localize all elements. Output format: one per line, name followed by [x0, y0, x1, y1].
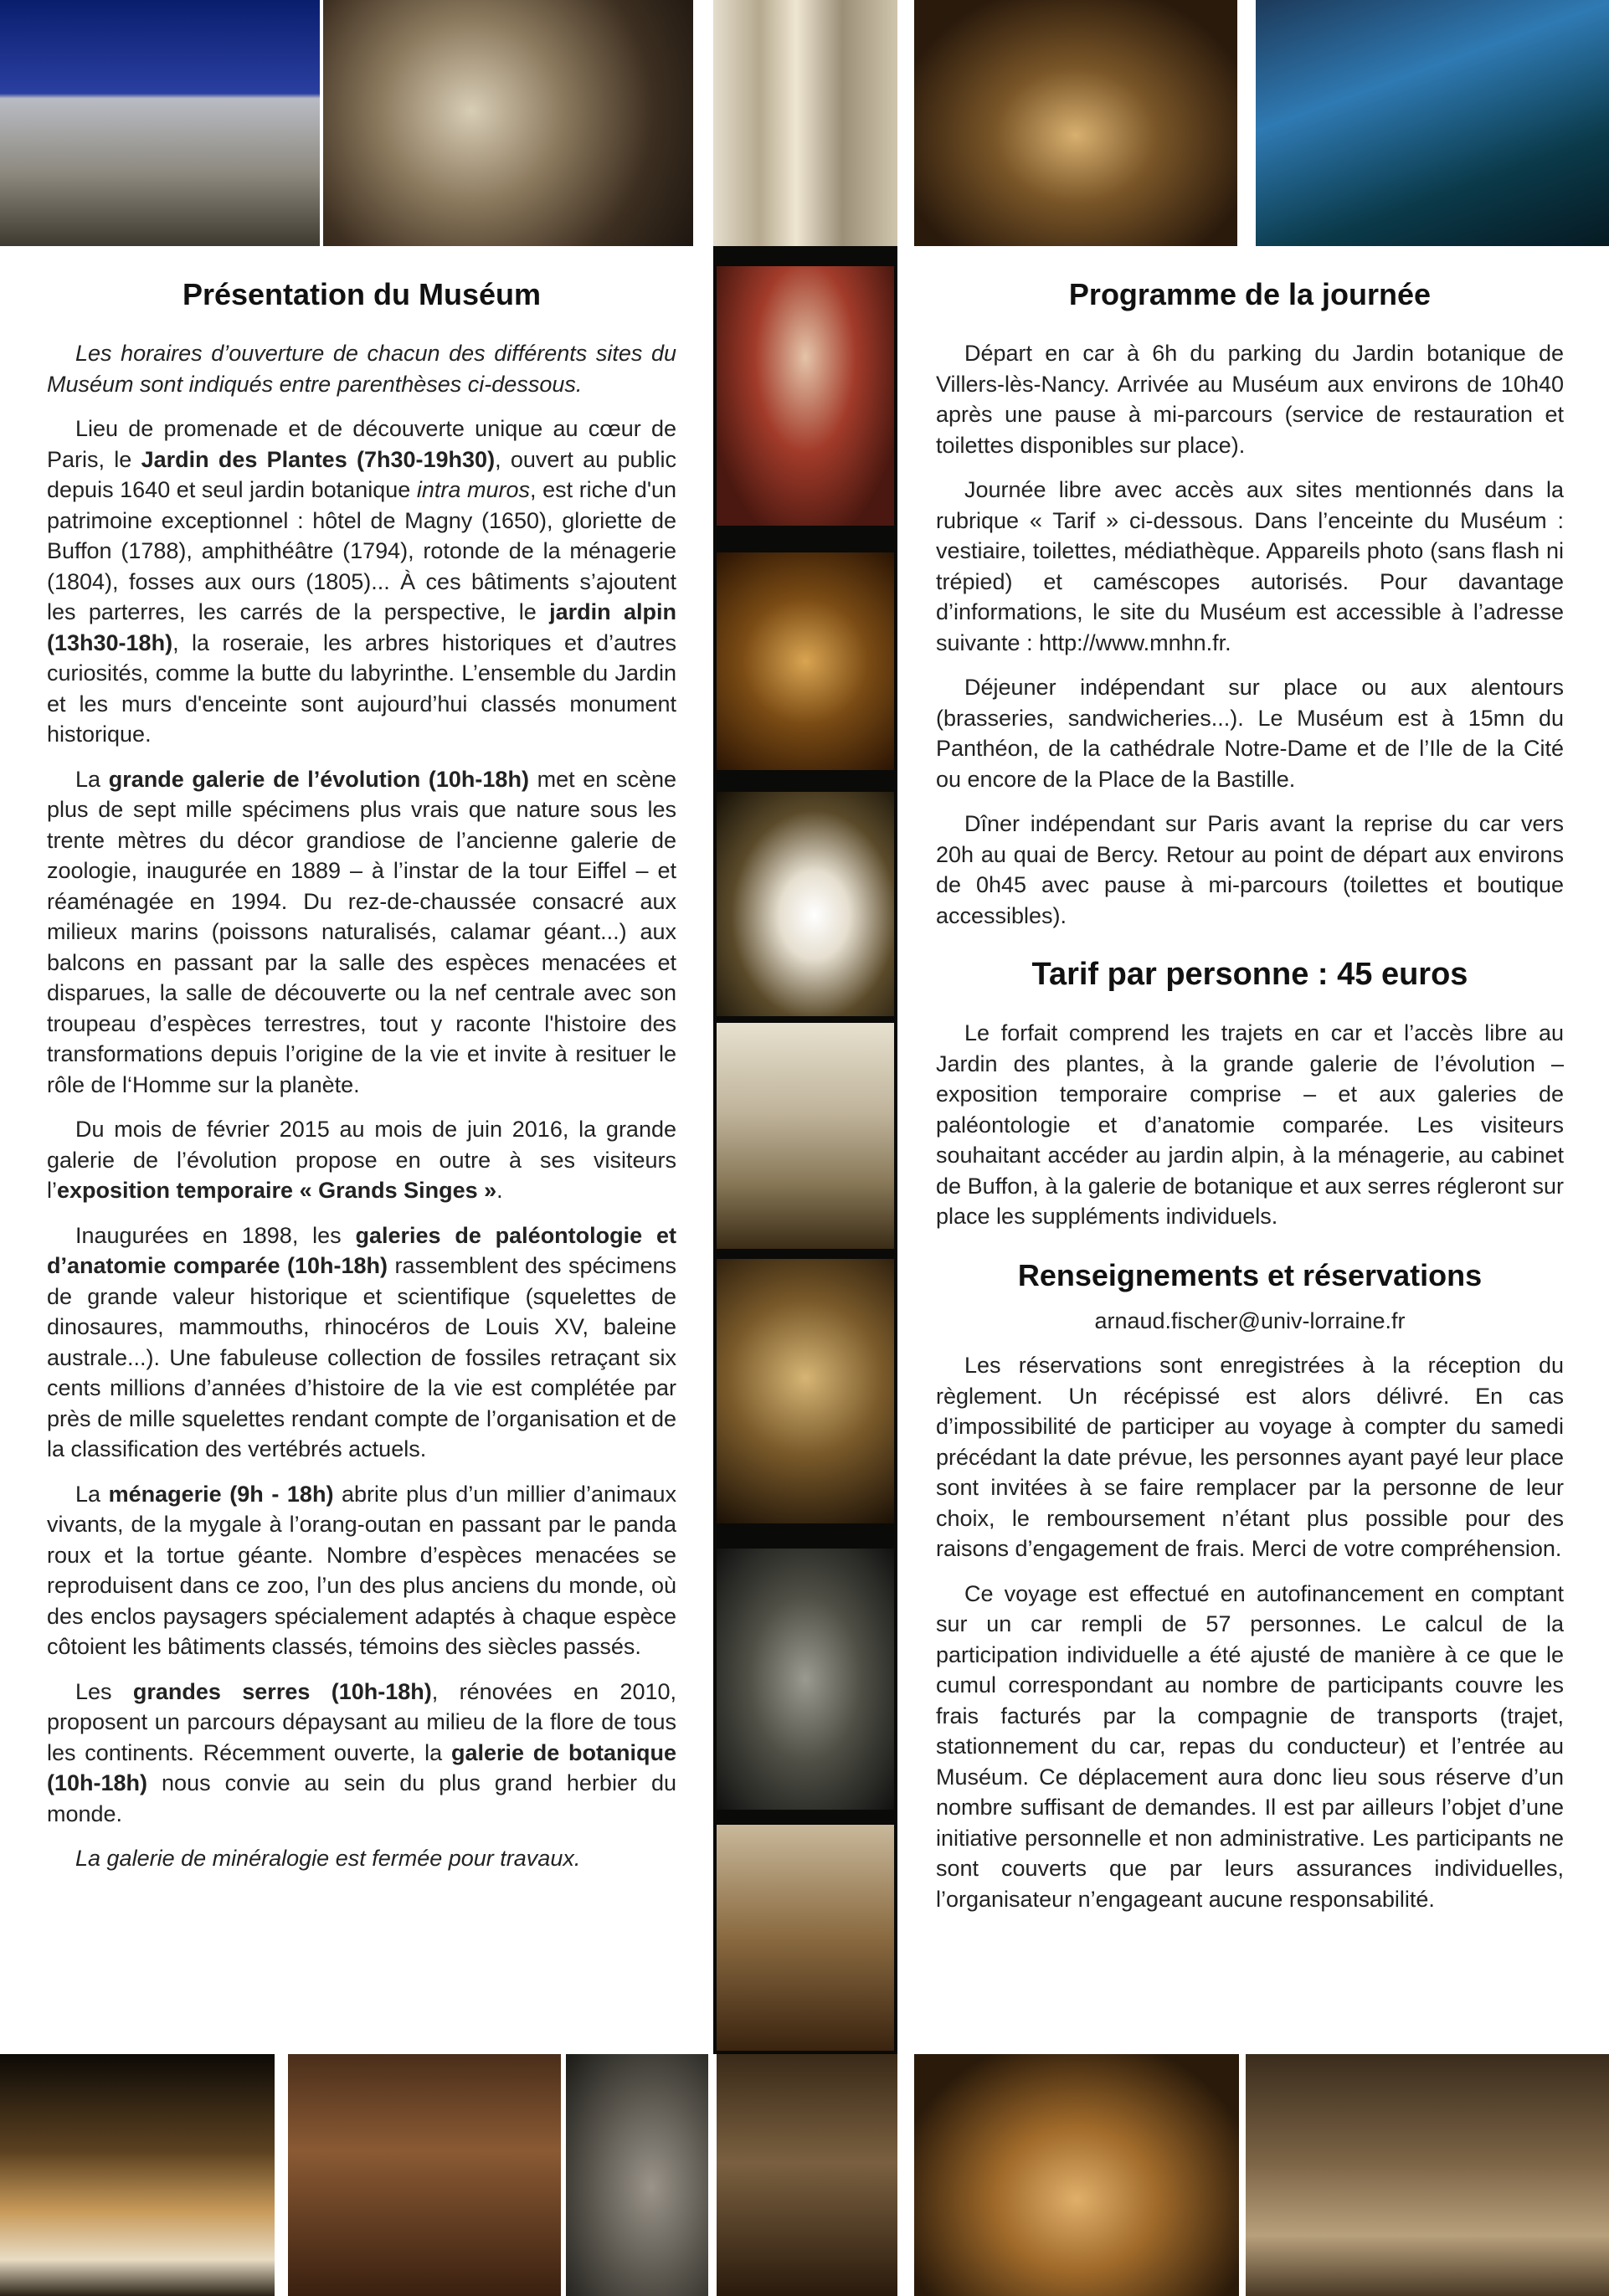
programme-paragraph-4: Dîner indépendant sur Paris avant la reprise du car vers 20h au quai de Bercy. Retour au point de départ aux environs de 0h45 avec pause à mi-parcours (toilettes et boutique accessibles). [936, 811, 1564, 928]
programme-section [936, 276, 1564, 1929]
exposition-label: exposition temporaire « Grands Singes » [57, 1178, 497, 1203]
text: , est riche d'un patrimoine exceptionnel : hôtel de Magny (1650), gloriette de Buffon (1788), amphithéâtre (1794), rotonde de la ménagerie (1804), fosses aux ours (1805)... À ces bâtiments s’ajoutent les parterres, les carrés de la perspective, le [47, 477, 677, 624]
photo-paleontology-gallery [1246, 2054, 1609, 2296]
text: Du mois de février 2015 au mois de juin 2016, la grande galerie de l’évolution propose en outre à ses visiteurs l’ [47, 1117, 676, 1203]
photo-giraffes-zebras [0, 2054, 275, 2296]
text: Les [75, 1678, 133, 1704]
intra-muros-text: intra muros [416, 477, 530, 502]
photo-marine-exhibit [1256, 0, 1609, 246]
text: Lieu de promenade et de découverte unique au cœur de Paris, le [47, 416, 676, 472]
programme-paragraph-1: Départ en car à 6h du parking du Jardin botanique de Villers-lès-Nancy. Arrivée au Muséum aux environs de 10h40 après une pause à mi-parcours (service de restauration et toilettes disponibles sur place). [936, 341, 1564, 458]
photo-antelopes [914, 2054, 1239, 2296]
photo-herbarium-drawers [717, 1825, 894, 2051]
photo-rhinoceros [566, 2054, 708, 2296]
paragraph-menagerie [47, 1479, 676, 1662]
reservation-title: Renseignements et réservations [1017, 1257, 1483, 1292]
photo-dinosaur-skeleton [717, 1549, 894, 1810]
presentation-section [47, 276, 676, 1888]
grande-galerie-label: grande galerie de l’évolution (10h-18h) [108, 766, 529, 792]
photo-skeleton-gallery [323, 0, 693, 246]
tarif-title: Tarif par personne : 45 euros [1031, 957, 1468, 992]
paragraph-grande-galerie [47, 764, 676, 1101]
text: nous convie au sein du plus grand herbier du monde. [47, 1770, 676, 1826]
reservation-paragraph-2: Ce voyage est effectué en autofinancement en comptant sur un car rempli de 57 personnes. Le calcul de la participation individuelle a été ajusté de manière à ce que le cumul correspondant au nombre de participants couvre les frais facturés par la compagnie de transports (trajet, stationnement du car, repas du conducteur) et l’entrée au Muséum. Ce déplacement aura donc lieu sous réserve d’un nombre suffisant de demandes. Il est par ailleurs l’objet d’une initiative personnelle et non administrative. Les participants ne sont couverts que par leurs assurances individuelles, l’organisateur n’engageant aucune responsabilité. [936, 1580, 1564, 1912]
photo-specimen-shelves [717, 2054, 897, 2296]
photo-natural-curiosities [717, 552, 894, 770]
text: . [496, 1178, 503, 1203]
galerie-botanique-label: galerie de botanique (10h-18h) [47, 1739, 676, 1795]
photo-cabinet [717, 1023, 894, 1249]
photo-museum-building [0, 0, 320, 246]
paragraph-paleontologie [47, 1220, 676, 1465]
text: rassemblent des spécimens de grande valeur historique et scientifique (squelettes de dinosaures, mammouths, rhinocéros de Louis XV, baleine australe...). Une fabuleuse collection de fossiles retraçant six cents millions d’années d’histoire de la vie est complétée par près de mille squelettes rendant compte de l’organisation et de la classification des vertébrés actuels. [47, 1253, 677, 1461]
text: met en scène plus de sept mille spécimens plus vrais que nature sous les trente mètres du décor grandiose de l’ancienne galerie de zoologie, inaugurée en 1889 – à l’instar de la tour Eiffel – et réaménagée en 1994. Du rez-de-chaussée consacré aux milieux marins (poissons naturalisés, calamar géant...) aux balcons en passant par la salle des espèces menacées et disparues, la salle de découverte ou la nef centrale avec son troupeau d’espèces terrestres, tout y raconte l'histoire des transformations depuis l’origine de la vie et invite à resituer le rôle de l‘Homme sur la planète. [47, 766, 676, 1097]
programme-title: Programme de la journée [1068, 277, 1432, 311]
paragraph-serres [47, 1677, 676, 1830]
text: Inaugurées en 1898, les [75, 1222, 356, 1248]
photo-wooden-drawers [288, 2054, 561, 2296]
photo-shell-collection [717, 1259, 894, 1523]
reservation-paragraph-1: Les réservations sont enregistrées à la réception du règlement. Un récépissé est alors délivré. En cas d’impossibilité de participer au voyage à compter du samedi précédant la date prévue, les personnes ayant payé leur place sont invitées à se faire remplacer par la personne de leur choix, le remboursement n’étant plus possible pour des raisons d’engagement de frais. Merci de votre compréhension. [936, 1353, 1564, 1561]
text: abrite plus d’un millier d’animaux vivants, de la mygale à l’orang-outan en passant par le panda roux et la tortue géante. Nombre d’espèces menacées se reproduisent dans ce zoo, l’un des plus anciens du monde, où des enclos paysagers spécialement adaptés à chaque espèce côtoient les bâtiments classés, témoins des siècles passés. [47, 1481, 677, 1659]
presentation-intro: Les horaires d’ouverture de chacun des différents sites du Muséum sont indiqués entre parenthèses ci-dessous. [47, 341, 676, 397]
grandes-serres-label: grandes serres (10h-18h) [132, 1678, 432, 1704]
jardin-des-plantes-label: Jardin des Plantes (7h30-19h30) [141, 446, 496, 472]
text: La [75, 1481, 109, 1507]
paragraph-exposition [47, 1114, 676, 1206]
photo-portrait-buffon [717, 266, 894, 526]
programme-paragraph-2: Journée libre avec accès aux sites mentionnés dans la rubrique « Tarif » ci-dessous. Dans l’enceinte du Muséum : vestiaire, toilettes, médiathèque. Appareils photo (sans flash ni trépied) et caméscopes autorisés. Pour davantage d’informations, le site du Muséum est accessible à l’adresse suivante : http://www.mnhn.fr. [936, 477, 1564, 655]
paleontologie-label: galeries de paléontologie et d’anatomie comparée (10h-18h) [47, 1222, 676, 1278]
text: , rénovées en 2010, proposent un parcours dépaysant au milieu de la flore de tous les continents. Récemment ouverte, la [47, 1678, 676, 1765]
text: , ouvert au public depuis 1640 et seul jardin botanique [47, 446, 676, 502]
tarif-paragraph: Le forfait comprend les trajets en car et l’accès libre au Jardin des plantes, à la grande galerie de l’évolution – exposition temporaire comprise – et aux galeries de paléontologie et d’anatomie comparée. Les visiteurs souhaitant accéder au jardin alpin, à la ménagerie, au cabinet de Buffon, à la galerie de botanique et aux serres régleront sur place les suppléments individuels. [936, 1020, 1564, 1229]
photo-gallery-hall [914, 0, 1237, 246]
contact-email[interactable]: arnaud.fischer@univ-lorraine.fr [1094, 1307, 1406, 1333]
text: La [75, 766, 109, 792]
menagerie-label: ménagerie (9h - 18h) [108, 1481, 334, 1507]
photo-columns-facade [713, 0, 897, 246]
presentation-outro: La galerie de minéralogie est fermée pour travaux. [75, 1846, 581, 1871]
photo-bird-of-paradise [717, 792, 894, 1016]
presentation-title: Présentation du Muséum [182, 277, 542, 311]
programme-paragraph-3: Déjeuner indépendant sur place ou aux alentours (brasseries, sandwicheries...). Le Muséum est à 15mn du Panthéon, de la cathédrale Notre-Dame et de l’Ile de la Cité ou encore de la Place de la Bastille. [936, 675, 1564, 792]
paragraph-jardin-des-plantes [47, 413, 676, 750]
text: , la roseraie, les arbres historiques et d’autres curiosités, comme la butte du labyrinthe. L’ensemble du Jardin et les murs d'enceinte sont aujourd’hui classés monument historique. [47, 629, 676, 747]
jardin-alpin-label: jardin alpin (13h30-18h) [47, 599, 676, 655]
